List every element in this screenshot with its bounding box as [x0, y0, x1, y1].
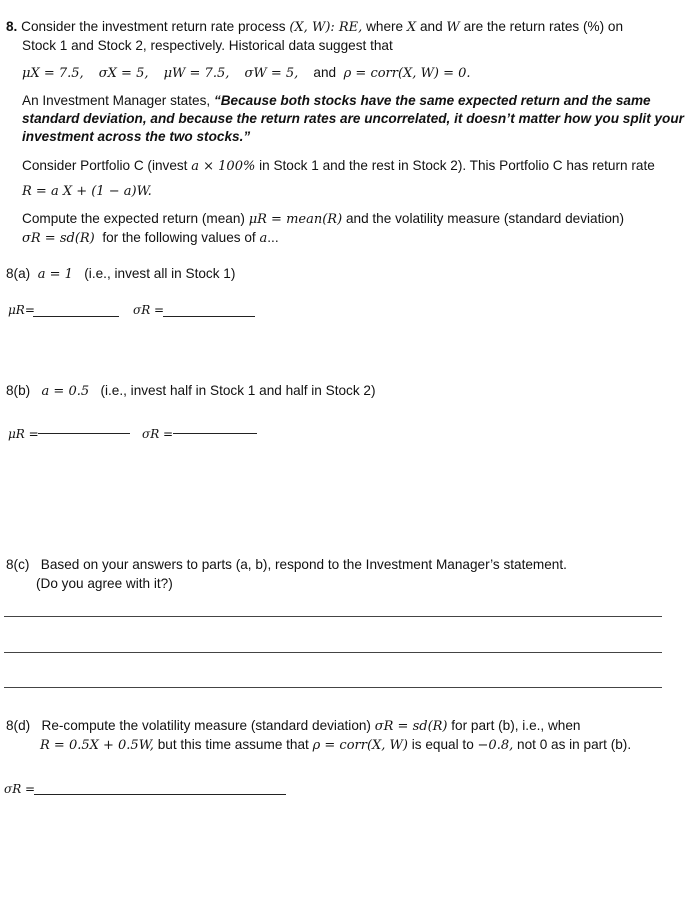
portfolio-line-1: [22, 157, 655, 176]
portfolio-math: a × 100%: [191, 159, 256, 174]
part-d-text-c: but this time assume that: [157, 737, 309, 752]
problem-number: 8.: [6, 19, 18, 34]
part-a-sigma-label: σR =: [133, 303, 165, 317]
part-d-math-value: −0.8,: [477, 738, 514, 753]
compute-line-1: [22, 210, 624, 229]
part-b-mu-label: μR =: [8, 427, 39, 441]
intro-rest: are the return rates (%) on: [463, 19, 623, 34]
part-a-math: a = 1: [37, 267, 73, 282]
compute-ellipsis: ...: [267, 230, 279, 245]
part-d-math-rho: ρ = corr(X, W): [312, 738, 408, 753]
part-a-mu-answer-blank[interactable]: [33, 316, 119, 317]
intro-x: X: [406, 20, 417, 35]
part-a-sigma-answer-blank[interactable]: [163, 316, 255, 317]
rho: ρ = corr(X, W) = 0.: [343, 66, 471, 81]
compute-a: a: [259, 231, 268, 246]
part-d-math-r: R = 0.5X + 0.5W,: [40, 738, 154, 753]
part-c-answer-line-3[interactable]: [4, 687, 662, 688]
part-d-text-b: for part (b), i.e., when: [451, 718, 581, 733]
intro-line-1: [6, 18, 623, 37]
intro-line-2: Stock 1 and Stock 2, respectively. Historical data suggest that: [22, 38, 393, 53]
part-b-heading: [6, 382, 376, 401]
manager-line-1: [22, 92, 651, 110]
compute-text-c: for the following values of: [102, 230, 256, 245]
part-b-label: 8(b): [6, 383, 31, 398]
intro-where: where: [366, 19, 404, 34]
portfolio-formula: R = a X + (1 − a)W.: [22, 184, 152, 199]
part-a-label: 8(a): [6, 266, 31, 281]
manager-prefix: An Investment Manager states,: [22, 93, 211, 108]
manager-quote-2: standard deviation, and because the return rates are uncorrelated, it doesn’t matter how you split your: [22, 111, 684, 126]
part-d-text-a: Re-compute the volatility measure (standard deviation): [41, 718, 371, 733]
mu-w: μW = 7.5,: [163, 66, 230, 81]
part-b-sigma-label: σR =: [142, 427, 174, 441]
part-b-note: (i.e., invest half in Stock 1 and half in Stock 2): [100, 383, 376, 398]
intro-w: W: [446, 20, 460, 35]
mu-x: μX = 7.5,: [22, 66, 84, 81]
parameters-line: [22, 64, 471, 83]
intro-and: and: [419, 19, 443, 34]
compute-text-b: and the volatility measure (standard deviation): [345, 211, 625, 226]
compute-text-a: Compute the expected return (mean): [22, 211, 245, 226]
sigma-x: σX = 5,: [98, 66, 149, 81]
manager-quote-3: investment across the two stocks.”: [22, 129, 251, 144]
manager-quote-1: “Because both stocks have the same expected return and the same: [213, 93, 651, 108]
part-c-answer-line-1[interactable]: [4, 616, 662, 617]
intro-text: Consider the investment return rate process: [21, 19, 286, 34]
part-d-line-2: [40, 736, 631, 755]
intro-math: (X, W): RE,: [289, 20, 363, 35]
part-c-line-2: (Do you agree with it?): [36, 576, 173, 591]
compute-line-2: [22, 229, 279, 248]
part-d-text-d: is equal to: [411, 737, 474, 752]
part-d-label: 8(d): [6, 718, 31, 733]
part-a-mu-label: μR=: [8, 303, 35, 317]
part-d-line-1: [6, 717, 580, 736]
part-c-question: Based on your answers to parts (a, b), respond to the Investment Manager’s statement.: [40, 557, 567, 572]
compute-mean: μR = mean(R): [248, 212, 343, 227]
part-d-text-e: not 0 as in part (b).: [517, 737, 632, 752]
part-c-answer-line-2[interactable]: [4, 652, 662, 653]
part-b-mu-answer-blank[interactable]: [38, 433, 130, 434]
part-b-math: a = 0.5: [41, 384, 90, 399]
part-d-sigma-answer-blank[interactable]: [34, 794, 286, 795]
part-c-label: 8(c): [6, 557, 30, 572]
params-and: and: [313, 65, 337, 80]
compute-sd: σR = sd(R): [22, 231, 95, 246]
part-d-math-sd: σR = sd(R): [374, 719, 448, 734]
portfolio-text-b: in Stock 1 and the rest in Stock 2). This Portfolio C has return rate: [259, 158, 655, 173]
part-a-heading: [6, 265, 235, 284]
part-c-line-1: [6, 556, 567, 574]
portfolio-text-a: Consider Portfolio C (invest: [22, 158, 188, 173]
part-d-sigma-label: σR =: [4, 782, 36, 796]
part-a-note: (i.e., invest all in Stock 1): [84, 266, 236, 281]
part-b-sigma-answer-blank[interactable]: [173, 433, 257, 434]
sigma-w: σW = 5,: [244, 66, 299, 81]
